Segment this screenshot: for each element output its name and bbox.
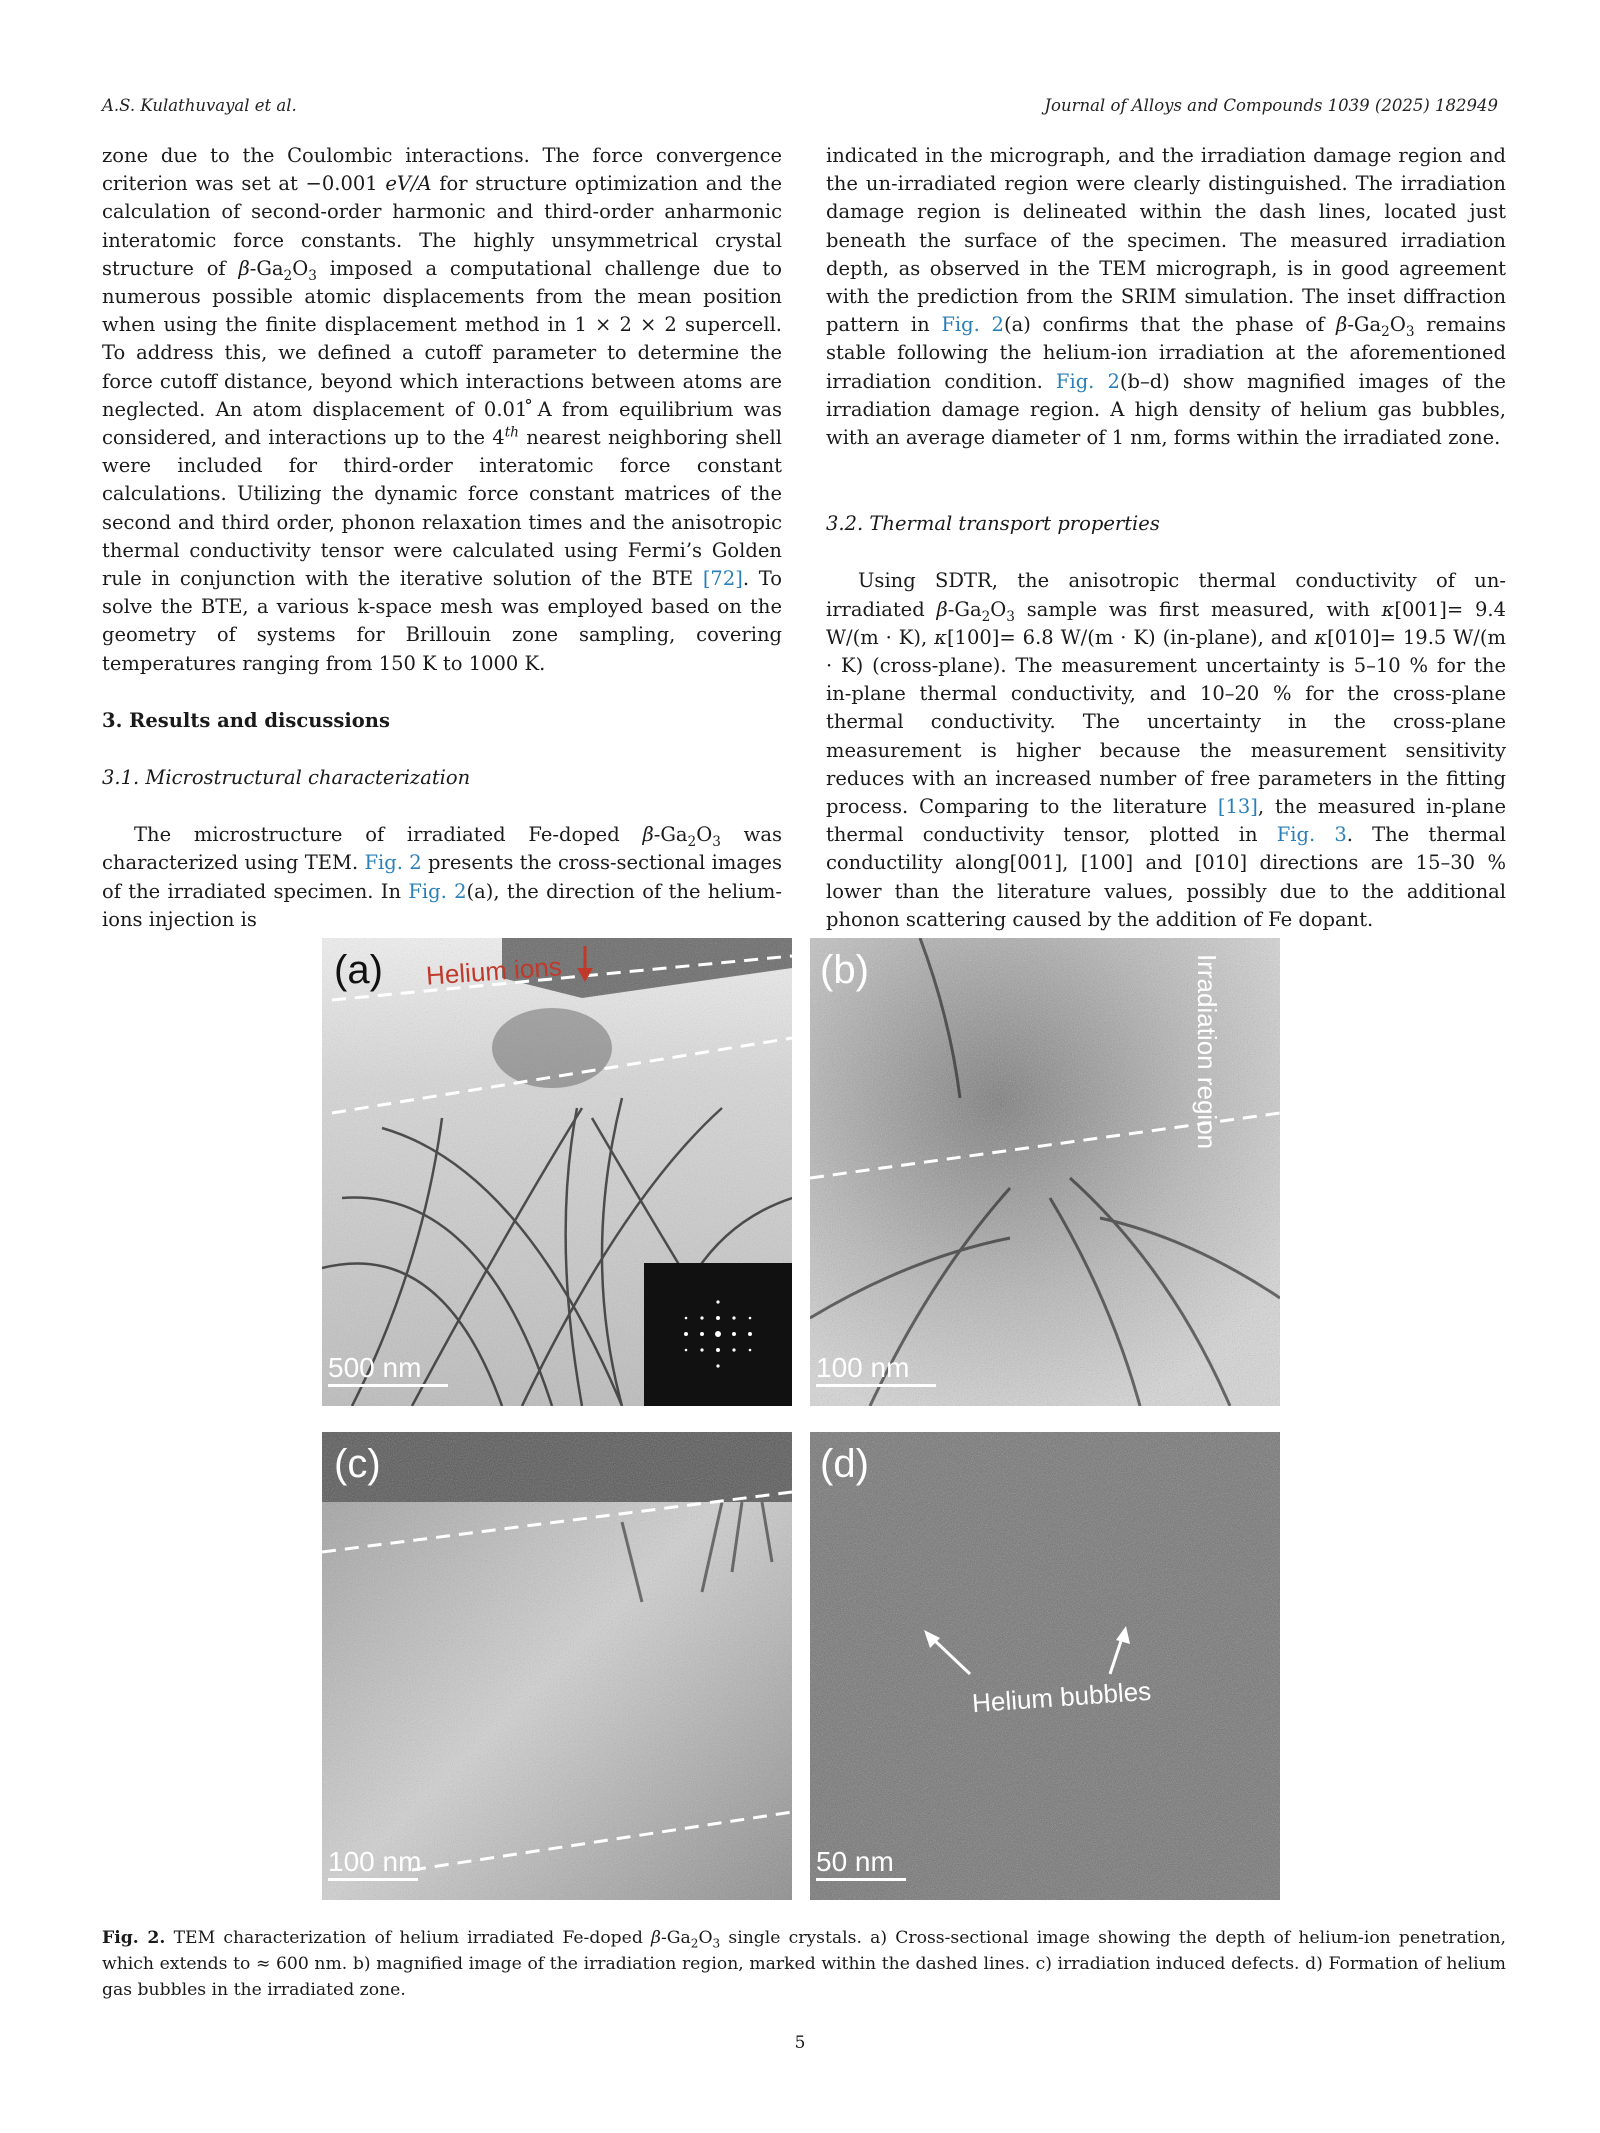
reference-link[interactable]: [72] [702,567,743,591]
tem-panel-c [322,1432,792,1900]
scale-bar-label: 100 nm [816,1352,910,1383]
panel-label: (c) [334,1442,381,1486]
running-head-journal: Journal of Alloys and Compounds 1039 (2025) 182949 [1044,96,1498,115]
paragraph: indicated in the micrograph, and the irradiation damage region and the un-irradiated region were clearly distinguished. The irradiation damage region is delineated within the dash lines, located just beneath the surface of the specimen. The measured irradiation depth, as observed in the TEM micrograph, is in good agreement with the prediction from the SRIM simulation. The inset diffraction pattern in Fig. 2(a) confirms that the phase of $\beta-Ga_2O_3$ remains stable following the helium-ion irradiation at the aforementioned irradiation condition. Fig. 2(b–d) show magnified images of the irradiation damage region. A high density of helium gas bubbles, with an average diameter of 1 nm, forms within the irradiated zone. [826,144,1506,450]
paragraph: Using SDTR, the anisotropic thermal conductivity of un-irradiated $\beta-Ga_2O_3$ sample was first measured, with κ[001]= 9.4 W/(m · K), κ[100]= 6.8 W/(m · K) (in-plane), and κ[010]= 19.5 W/(m · K) (cross-plane). The measurement uncertainty is 5–10 % for the in-plane thermal conductivity, and 10–20 % for the cross-plane thermal conductivity. The uncertainty in the cross-plane measurement is higher because the measurement sensitivity reduces with an increased number of free parameters in the fitting process. Comparing to the literature [13], the measured in-plane thermal conductivity tensor, plotted in Fig. 3. The thermal conductility along[001], [100] and [010] directions are 15–30 % lower than the literature values, possibly due to the additional phonon scattering caused by the addition of Fe dopant. [826,569,1506,931]
panel-label: (a) [334,948,383,992]
helium-ions-annotation: Helium ions [425,951,563,991]
figure-caption: Fig. 2. TEM characterization of helium irradiated Fe-doped $\beta-Ga_2O_3$ single crystals. a) Cross-sectional image showing the depth of helium-ion penetration, which extends to ≈ 600 nm. b) magnified image of the irradiation region, marked within the dashed lines. c) irradiation induced defects. d) Formation of helium gas bubbles in the irradiated zone. [102,1928,1507,2000]
figure-link[interactable]: Fig. 2 [941,313,1004,337]
page-number: 5 [794,2033,806,2053]
helium-bubbles-annotation: Helium bubbles [971,1675,1153,1719]
figure-link[interactable]: Fig. 2 [408,879,467,903]
figure-link[interactable]: Fig. 3 [1276,823,1347,847]
panel-label: (d) [820,1442,869,1486]
scale-bar-label: 50 nm [816,1846,894,1877]
left-column [102,142,782,934]
figure-link[interactable]: Fig. 2 [364,851,422,875]
scale-bar-label: 500 nm [328,1352,422,1383]
figure-2 [322,938,1280,1900]
paragraph: zone due to the Coulombic interactions. The force convergence criterion was set at −0.001 eV/A for structure optimization and the calculation of second-order harmonic and third-order anharmonic interatomic force constants. The highly unsymmetrical crystal structure of $\beta-Ga_2O_3$ imposed a computational challenge due to numerous possible atomic displacements from the mean position when using the finite displacement method in 1 × 2 × 2 supercell. To address this, we defined a cutoff parameter to determine the force cutoff distance, beyond which interactions between atoms are neglected. An atom displacement of 0.01 ̊A from equilibrium was considered, and interactions up to the 4th nearest neighboring shell were included for third-order interatomic force constant calculations. Utilizing the dynamic force constant matrices of the second and third order, phonon relaxation times and the anisotropic thermal conductivity tensor were calculated using Fermi’s Golden rule in conjunction with the iterative solution of the BTE [72]. To solve the BTE, a various k-space mesh was employed based on the geometry of systems for Brillouin zone sampling, covering temperatures ranging from 150 K to 1000 K. [102,144,783,675]
subsection-heading: 3.1. Microstructural characterization [102,766,471,790]
section-heading: 3. Results and discussions [102,708,390,732]
tem-panel-d [810,1432,1280,1900]
tem-panel-a [322,938,792,1406]
tem-panel-b [810,938,1280,1406]
scale-bar-label: 100 nm [328,1846,422,1877]
right-column [826,142,1506,934]
panel-label: (b) [820,948,869,992]
reference-link[interactable]: [13] [1217,795,1258,819]
running-head-authors: A.S. Kulathuvayal et al. [102,96,297,115]
figure-link[interactable]: Fig. 2 [1055,369,1120,393]
subsection-heading: 3.2. Thermal transport properties [826,512,1160,536]
irradiation-region-annotation: Irradiation region [1192,954,1222,1150]
paragraph: The microstructure of irradiated Fe-doped $\beta-Ga_2O_3$ was characterized using TEM. Fig. 2 presents the cross-sectional images of the irradiated specimen. In Fig. 2(a), the direction of the helium-ions injection is [102,823,782,931]
